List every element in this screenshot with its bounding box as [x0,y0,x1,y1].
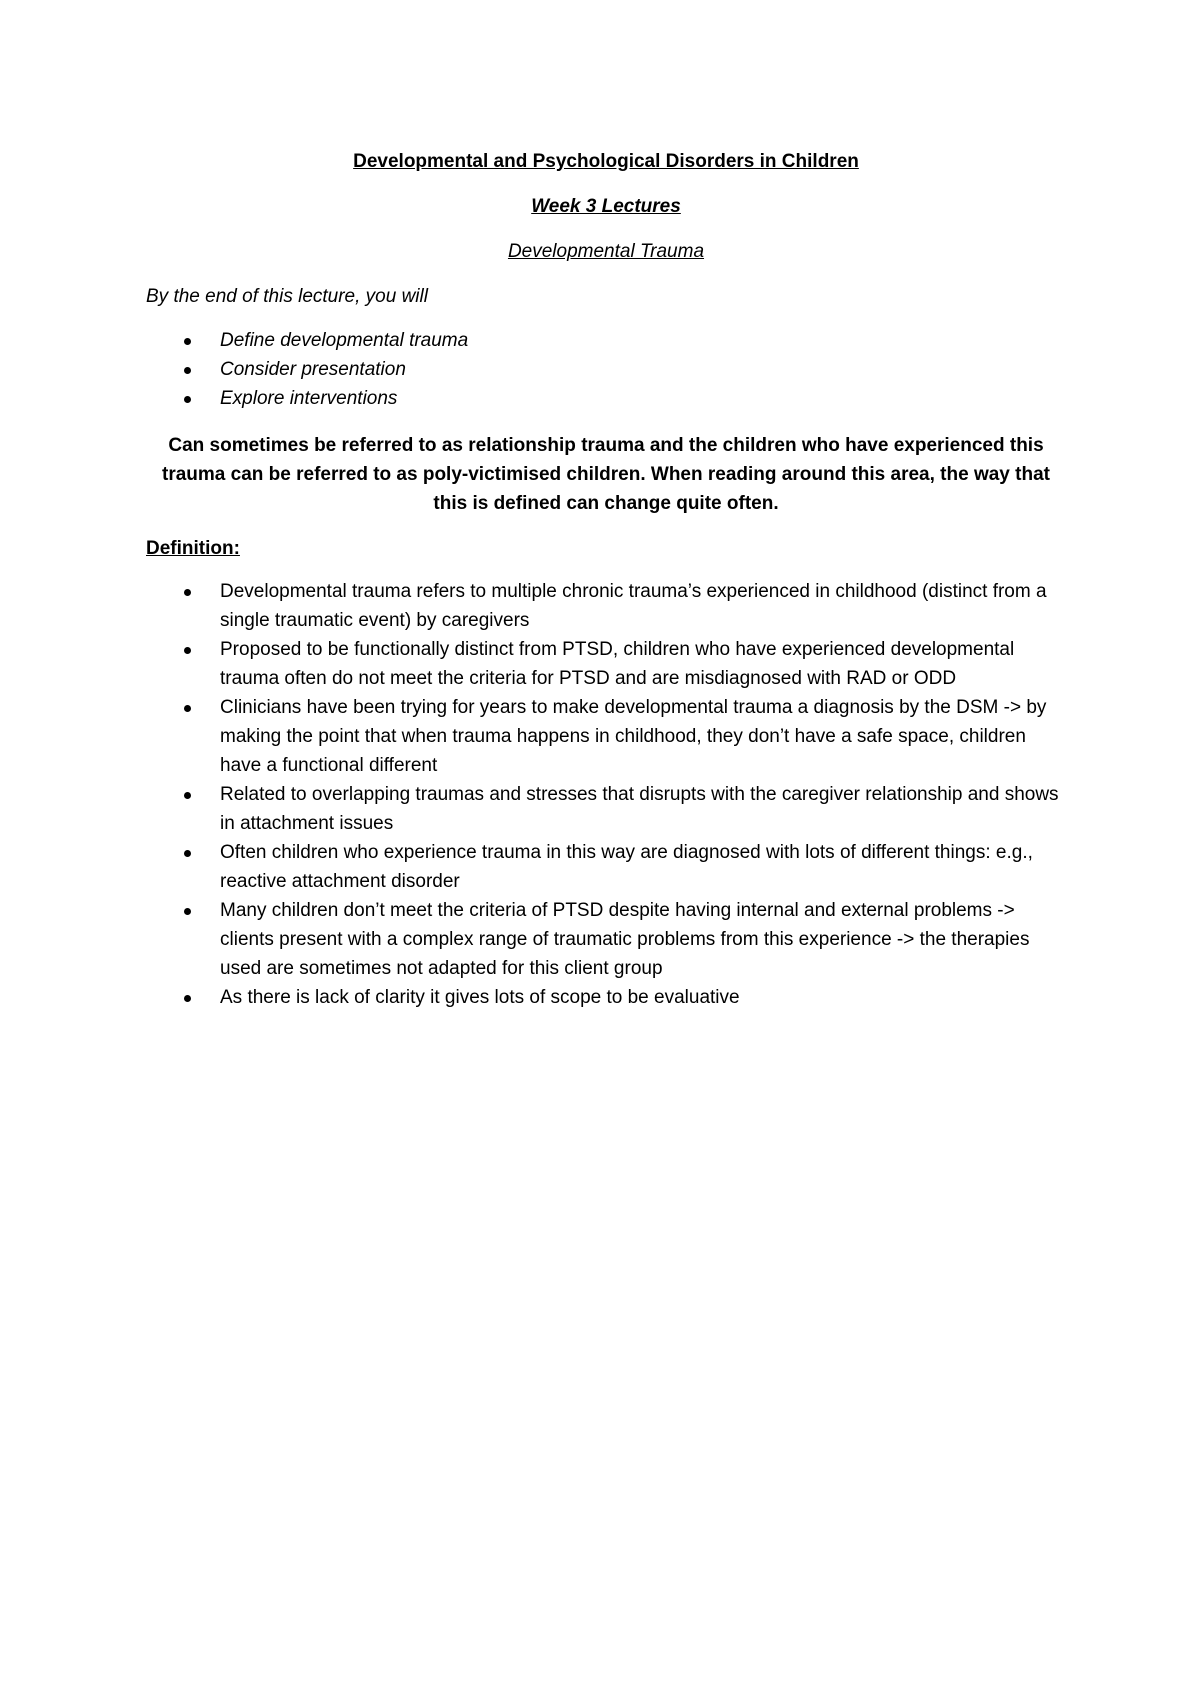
objectives-intro: By the end of this lecture, you will [146,286,428,307]
bullet-icon [184,908,191,915]
objective-text: Define developmental trauma [220,330,469,351]
bullet-icon [184,589,191,596]
objective-text: Explore interventions [220,388,398,409]
week-heading: Week 3 Lectures [531,196,681,217]
definition-text: Developmental trauma refers to multiple chronic trauma’s experienced in childhood (distinct from a single traumatic event) by caregivers [220,581,1047,631]
definition-item [146,896,1066,983]
bullet-icon [184,396,191,403]
definition-text: Clinicians have been trying for years to make developmental trauma a diagnosis by the DSM -> by making the point that when trauma happens in childhood, they don’t have a safe space, children have a functional different [220,697,1047,776]
definition-item [146,983,1066,1012]
document-title: Developmental and Psychological Disorders in Children [353,151,859,172]
bullet-icon [184,705,191,712]
bullet-icon [184,367,191,374]
bullet-icon [184,850,191,857]
objective-item [146,326,1066,355]
definition-item [146,635,1066,693]
bullet-icon [184,792,191,799]
definition-text: Many children don’t meet the criteria of PTSD despite having internal and external problems -> clients present with a complex range of traumatic problems from this experience -> the therapies used are sometimes not adapted for this client group [220,900,1030,979]
definition-list [146,577,1066,1012]
definition-item [146,838,1066,896]
objective-item [146,355,1066,384]
definition-heading: Definition: [146,538,240,559]
definition-item [146,577,1066,635]
objective-text: Consider presentation [220,359,406,380]
definition-item [146,780,1066,838]
summary-paragraph: Can sometimes be referred to as relationship trauma and the children who have experienced this trauma can be referred to as poly-victimised children. When reading around this area, the way that this is defined can change quite often. [162,435,1050,514]
bullet-icon [184,995,191,1002]
topic-heading: Developmental Trauma [507,241,705,262]
definition-text: Proposed to be functionally distinct from PTSD, children who have experienced developmental trauma often do not meet the criteria for PTSD and are misdiagnosed with RAD or ODD [220,639,1015,689]
bullet-icon [184,338,191,345]
definition-item [146,693,1066,780]
objectives-list [146,326,1066,413]
bullet-icon [184,647,191,654]
definition-text: Related to overlapping traumas and stresses that disrupts with the caregiver relationship and shows in attachment issues [220,784,1059,834]
document-body [146,147,1066,1012]
definition-text: As there is lack of clarity it gives lots of scope to be evaluative [220,987,740,1008]
definition-text: Often children who experience trauma in this way are diagnosed with lots of different things: e.g., reactive attachment disorder [220,842,1033,892]
objective-item [146,384,1066,413]
